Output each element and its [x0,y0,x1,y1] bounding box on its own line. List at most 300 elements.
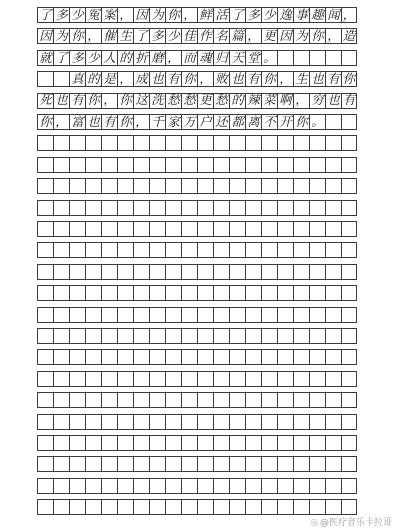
grid-cell [197,392,213,408]
grid-cell [165,371,181,387]
grid-row [37,50,357,66]
grid-cell [117,456,133,472]
grid-cell [213,242,229,258]
grid-cell [69,157,85,173]
grid-cell: 少 [261,7,277,23]
grid-cell [37,178,53,194]
grid-cell [229,328,245,344]
grid-cell [309,414,325,430]
grid-cell [309,157,325,173]
grid-cell: 辣 [245,93,261,109]
grid-cell [181,307,197,323]
grid-cell [341,499,357,515]
grid-cell [53,414,69,430]
grid-cell [101,435,117,451]
grid-cell: 你 [165,7,181,23]
grid-cell [293,50,309,66]
grid-cell [69,307,85,323]
grid-cell [117,157,133,173]
grid-cell [117,414,133,430]
grid-cell [293,157,309,173]
grid-cell [245,242,261,258]
grid-cell [165,349,181,365]
grid-cell [101,499,117,515]
watermark-text: @医疗音乐卡拉哥 [319,518,392,528]
grid-cell [325,392,341,408]
grid-cell [69,221,85,237]
grid-cell [325,307,341,323]
grid-cell [85,200,101,216]
grid-cell [69,392,85,408]
grid-cell [261,264,277,280]
grid-cell [53,499,69,515]
grid-cell [229,264,245,280]
grid-cell [133,328,149,344]
grid-cell [293,392,309,408]
grid-cell [133,221,149,237]
grid-row [37,157,357,173]
grid-cell [325,371,341,387]
grid-cell [85,264,101,280]
grid-cell: 真 [69,71,85,87]
grid-cell [197,135,213,151]
grid-row [37,28,357,44]
grid-cell [293,242,309,258]
grid-cell [325,135,341,151]
grid-cell [229,307,245,323]
grid-cell [293,349,309,365]
grid-cell [309,435,325,451]
grid-cell [229,242,245,258]
grid-cell [293,200,309,216]
grid-cell [69,371,85,387]
grid-cell [181,328,197,344]
grid-cell: 了 [133,28,149,44]
grid-cell [181,242,197,258]
grid-cell: ， [325,28,341,44]
grid-cell [149,392,165,408]
grid-cell [213,221,229,237]
grid-cell: 造 [342,28,356,44]
grid-cell [181,135,197,151]
grid-row [37,349,357,365]
grid-cell [117,392,133,408]
grid-cell [149,414,165,430]
grid-cell [165,414,181,430]
grid-cell [133,478,149,494]
grid-cell [213,328,229,344]
grid-cell [341,371,357,387]
grid-cell [197,349,213,365]
grid-cell: 都 [229,114,245,130]
grid-cell: 催 [101,28,117,44]
grid-row [37,178,357,194]
grid-cell [37,456,53,472]
grid-cell: 而 [181,50,197,66]
grid-cell: 洗 [149,93,165,109]
grid-cell [213,435,229,451]
grid-cell [85,392,101,408]
grid-cell [37,371,53,387]
grid-cell [37,499,53,515]
grid-cell [293,221,309,237]
grid-cell [277,456,293,472]
grid-cell [325,157,341,173]
grid-cell [229,200,245,216]
grid-cell: 因 [277,28,293,44]
grid-cell [197,242,213,258]
grid-cell: 就 [37,50,53,66]
grid-cell [133,414,149,430]
grid-cell [117,307,133,323]
grid-cell: 你 [85,93,101,109]
grid-cell [85,328,101,344]
grid-cell [101,221,117,237]
grid-cell [277,371,293,387]
grid-cell [341,242,357,258]
grid-row [37,371,357,387]
grid-cell [37,264,53,280]
grid-cell: 魂 [197,50,213,66]
grid-cell [85,307,101,323]
grid-cell [85,221,101,237]
grid-cell [309,200,325,216]
grid-cell: 归 [213,50,229,66]
grid-cell [101,349,117,365]
grid-cell [85,157,101,173]
grid-cell [309,264,325,280]
grid-cell [101,135,117,151]
grid-cell [117,349,133,365]
grid-cell [165,242,181,258]
grid-cell [85,414,101,430]
grid-cell [341,285,357,301]
grid-cell [117,478,133,494]
grid-cell [69,435,85,451]
grid-cell [165,135,181,151]
grid-cell: 你 [69,28,85,44]
grid-cell [245,499,261,515]
grid-cell [117,264,133,280]
grid-cell [213,307,229,323]
grid-cell [165,499,181,515]
grid-cell [101,392,117,408]
grid-cell [133,264,149,280]
grid-cell: 有 [101,114,117,130]
grid-cell [53,328,69,344]
grid-cell: 你 [342,70,356,86]
grid-cell: 。 [309,114,325,130]
grid-cell: 少 [165,28,181,44]
grid-cell [149,307,165,323]
grid-cell: ， [245,28,261,44]
grid-cell [229,435,245,451]
grid-cell: 你 [117,114,133,130]
grid-cell [165,392,181,408]
grid-cell [149,435,165,451]
grid-cell [229,221,245,237]
grid-cell [85,349,101,365]
grid-cell [277,349,293,365]
grid-cell [165,456,181,472]
grid-row [37,478,357,494]
grid-cell [229,349,245,365]
grid-cell: 少 [69,7,85,23]
grid-cell: 不 [261,114,277,130]
grid-cell [101,178,117,194]
grid-cell [341,478,357,494]
grid-cell [133,349,149,365]
grid-cell [149,328,165,344]
grid-cell: 更 [197,93,213,109]
grid-cell [245,307,261,323]
grid-cell: 愁 [165,93,181,109]
grid-cell [229,371,245,387]
grid-cell [341,114,357,130]
grid-cell [213,499,229,515]
grid-cell [341,135,357,151]
grid-cell: 是 [101,71,117,87]
grid-cell [69,200,85,216]
grid-cell [53,264,69,280]
grid-cell [37,200,53,216]
grid-cell [261,392,277,408]
grid-cell [229,456,245,472]
grid-row [37,499,357,515]
grid-cell: 多 [53,7,69,23]
grid-cell [149,135,165,151]
grid-row [37,307,357,323]
grid-cell [197,478,213,494]
grid-cell [37,435,53,451]
grid-cell [213,414,229,430]
grid-cell [197,264,213,280]
grid-cell [197,328,213,344]
grid-cell [325,435,341,451]
grid-cell [261,307,277,323]
grid-cell [341,307,357,323]
grid-cell: 名 [213,28,229,44]
grid-cell: 闻 [325,7,341,23]
grid-cell [117,200,133,216]
grid-cell [117,371,133,387]
grid-cell: ， [53,114,69,130]
grid-cell [245,135,261,151]
grid-cell [293,178,309,194]
grid-row [37,71,357,87]
grid-cell [101,328,117,344]
grid-cell [69,349,85,365]
grid-cell: ， [133,114,149,130]
grid-cell [149,349,165,365]
grid-cell [277,435,293,451]
grid-cell [133,435,149,451]
grid-cell [53,242,69,258]
grid-cell [165,307,181,323]
grid-cell: 败 [213,71,229,87]
grid-cell [181,221,197,237]
grid-cell: 有 [342,92,356,108]
grid-cell [53,435,69,451]
grid-cell [117,328,133,344]
grid-cell: 也 [149,71,165,87]
grid-cell [293,499,309,515]
grid-row [37,93,357,109]
grid-cell [229,499,245,515]
grid-cell [165,435,181,451]
grid-cell: 还 [213,114,229,130]
grid-cell [85,178,101,194]
grid-cell: 万 [181,114,197,130]
grid-cell [117,285,133,301]
grid-cell [245,264,261,280]
weibo-icon: ◎ [310,518,318,528]
grid-cell [85,478,101,494]
grid-cell [309,349,325,365]
grid-cell [245,285,261,301]
grid-cell: 多 [69,50,85,66]
grid-cell [325,414,341,430]
grid-cell [325,221,341,237]
grid-cell: 死 [37,93,53,109]
grid-row [37,221,357,237]
grid-cell [53,71,69,87]
grid-cell: 菜 [261,93,277,109]
grid-cell [293,371,309,387]
grid-cell: ， [85,28,101,44]
grid-cell [277,328,293,344]
grid-cell [181,499,197,515]
grid-cell [69,264,85,280]
grid-cell [101,242,117,258]
grid-cell [101,307,117,323]
grid-cell [245,157,261,173]
grid-cell [101,285,117,301]
grid-cell [101,478,117,494]
grid-cell [213,200,229,216]
grid-cell: 了 [229,7,245,23]
grid-cell: 的 [117,50,133,66]
grid-cell [229,157,245,173]
grid-cell: 也 [85,114,101,130]
grid-cell [133,307,149,323]
grid-cell [213,264,229,280]
grid-cell [341,456,357,472]
grid-cell [53,349,69,365]
grid-cell [293,435,309,451]
grid-cell [341,157,357,173]
grid-cell: 了 [37,7,53,23]
grid-row [37,114,357,130]
grid-cell [37,71,53,87]
grid-cell [133,200,149,216]
grid-cell [85,135,101,151]
grid-cell [197,178,213,194]
grid-cell [261,285,277,301]
grid-cell: 天 [229,50,245,66]
grid-cell: 你 [261,71,277,87]
grid-cell: 活 [213,7,229,23]
grid-cell: 这 [133,93,149,109]
grid-cell: 你 [117,93,133,109]
grid-cell [293,478,309,494]
grid-cell: 你 [37,114,53,130]
grid-cell [293,456,309,472]
grid-cell [213,392,229,408]
grid-cell: 愁 [213,93,229,109]
grid-cell [197,414,213,430]
grid-cell [341,50,357,66]
grid-cell [181,478,197,494]
grid-cell: ， [342,6,356,22]
grid-cell [37,307,53,323]
grid-cell [85,435,101,451]
grid-cell [53,135,69,151]
grid-cell [53,200,69,216]
grid-cell [261,242,277,258]
grid-cell: 趣 [309,7,325,23]
grid-row [37,456,357,472]
grid-cell [245,371,261,387]
grid-cell: 因 [37,28,53,44]
grid-cell: 有 [165,71,181,87]
grid-row [37,200,357,216]
grid-cell: 少 [85,50,101,66]
grid-cell [37,157,53,173]
grid-cell [37,221,53,237]
grid-cell [181,285,197,301]
grid-cell: 生 [117,28,133,44]
grid-cell [277,307,293,323]
watermark [310,515,392,528]
grid-row [37,242,357,258]
grid-cell [37,349,53,365]
grid-cell [213,135,229,151]
grid-cell [213,349,229,365]
grid-cell [149,264,165,280]
grid-cell [309,371,325,387]
grid-cell [309,242,325,258]
grid-cell [261,371,277,387]
grid-cell [261,135,277,151]
grid-row [37,264,357,280]
grid-cell: ， [277,71,293,87]
grid-cell [261,157,277,173]
grid-cell [197,435,213,451]
grid-cell: 多 [245,7,261,23]
grid-cell: 为 [149,7,165,23]
grid-cell [213,371,229,387]
grid-cell [149,499,165,515]
grid-cell: 。 [261,50,277,66]
grid-cell [85,456,101,472]
grid-cell [341,328,357,344]
grid-cell: 的 [229,93,245,109]
grid-cell [149,456,165,472]
grid-cell [261,435,277,451]
grid-cell [309,328,325,344]
grid-cell: 生 [293,71,309,87]
grid-cell [133,371,149,387]
grid-cell [341,392,357,408]
grid-cell [309,285,325,301]
grid-cell [261,456,277,472]
grid-cell: 的 [85,71,101,87]
grid-cell: 有 [325,71,341,87]
grid-cell [181,264,197,280]
grid-cell [325,328,341,344]
grid-cell [69,242,85,258]
